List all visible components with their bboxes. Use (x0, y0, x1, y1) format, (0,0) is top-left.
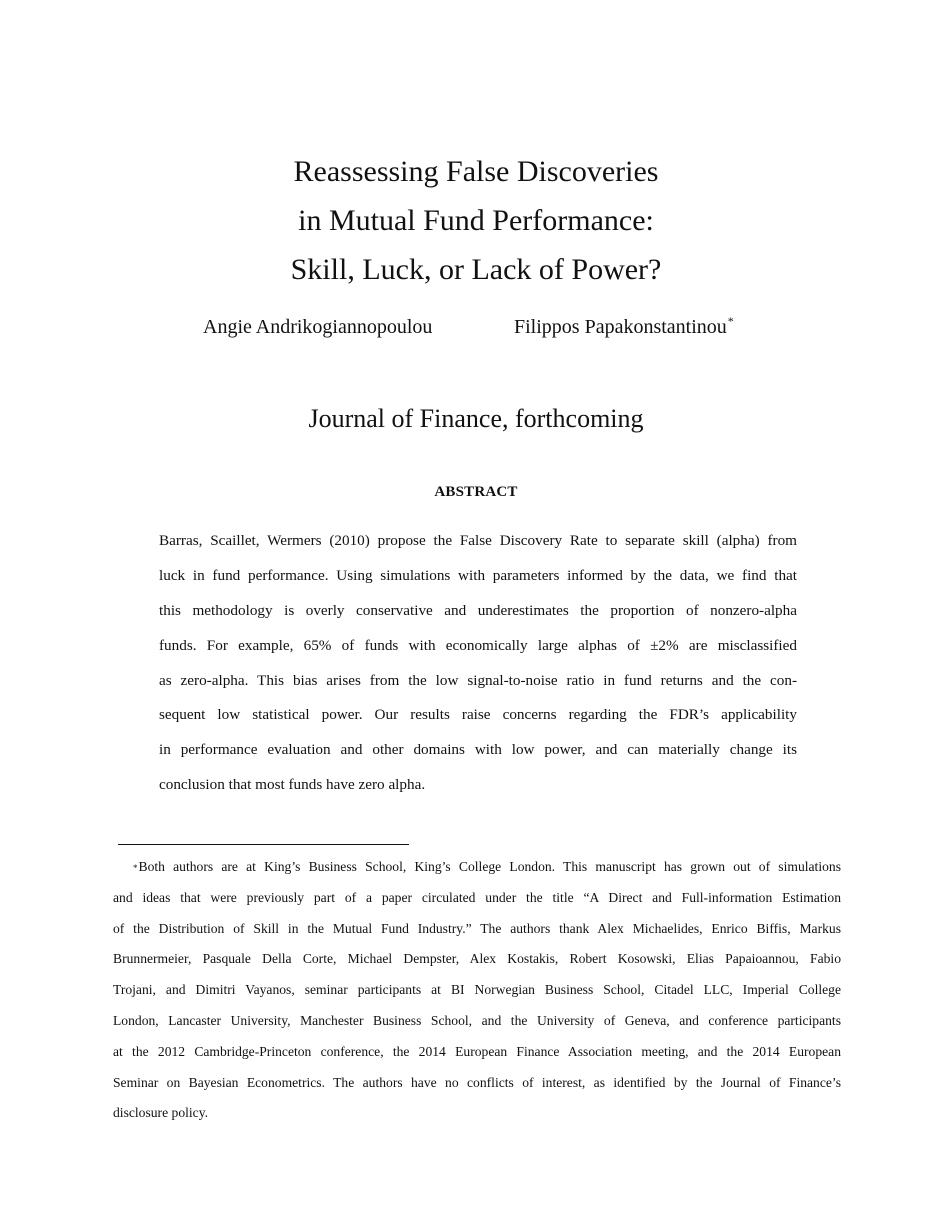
abstract-line: Barras, Scaillet, Wermers (2010) propose the False Discovery Rate to separate skill (alpha) from (159, 532, 797, 549)
paper-title (0, 147, 952, 294)
footnote-line: Trojani, and Dimitri Vayanos, seminar participants at BI Norwegian Business School, Citadel LLC, Imperial College (113, 982, 841, 998)
footnote-line: and ideas that were previously part of a paper circulated under the title “A Direct and Full-information Estimation (113, 889, 841, 905)
author-footnote-mark: * (727, 314, 734, 328)
footnote-text: Both authors are at King’s Business School, King’s College London. This manuscript has grown out of simulations (138, 859, 841, 874)
footnote-line (113, 852, 841, 883)
footnote-line: at the 2012 Cambridge-Princeton conference, the 2014 European Finance Association meeting, and the 2014 European (113, 1043, 841, 1059)
abstract-line: funds. For example, 65% of funds with economically large alphas of ±2% are misclassified (159, 636, 797, 654)
publication-venue: Journal of Finance, forthcoming (308, 404, 644, 433)
author-name: Filippos Papakonstantinou (514, 316, 727, 338)
abstract-line: in performance evaluation and other domains with low power, and can materially change its (159, 741, 797, 759)
abstract-line: luck in fund performance. Using simulations with parameters informed by the data, we find that (159, 566, 797, 584)
author-list (0, 316, 952, 346)
author-name: Angie Andrikogiannopoulou (203, 316, 433, 338)
footnote-line: Brunnermeier, Pasquale Della Corte, Michael Dempster, Alex Kostakis, Robert Kosowski, Elias Papaioannou, Fabio (113, 951, 841, 967)
footnote-divider (118, 844, 409, 845)
footnote-mark: * (133, 863, 138, 873)
abstract-body (159, 524, 797, 803)
abstract-line: sequent low statistical power. Our results raise concerns regarding the FDR’s applicability (159, 706, 797, 724)
title-line: in Mutual Fund Performance: (298, 204, 654, 237)
author-footnote (113, 852, 841, 1129)
abstract-line: this methodology is overly conservative and underestimates the proportion of nonzero-alpha (159, 601, 797, 619)
abstract-line: as zero-alpha. This bias arises from the low signal-to-noise ratio in fund returns and the con- (159, 671, 797, 689)
footnote-line: of the Distribution of Skill in the Mutual Fund Industry.” The authors thank Alex Michaelides, Enrico Biffis, Markus (113, 920, 841, 936)
abstract-line: conclusion that most funds have zero alpha. (159, 776, 426, 794)
footnote-line: Seminar on Bayesian Econometrics. The authors have no conflicts of interest, as identified by the Journal of Finance’s (113, 1074, 841, 1090)
title-line: Reassessing False Discoveries (293, 155, 659, 188)
abstract-heading: ABSTRACT (434, 484, 518, 500)
footnote-line: disclosure policy. (113, 1105, 209, 1121)
title-line: Skill, Luck, or Lack of Power? (290, 253, 662, 286)
footnote-line: London, Lancaster University, Manchester Business School, and the University of Geneva, and conference participants (113, 1012, 841, 1028)
author-entry (514, 316, 734, 339)
